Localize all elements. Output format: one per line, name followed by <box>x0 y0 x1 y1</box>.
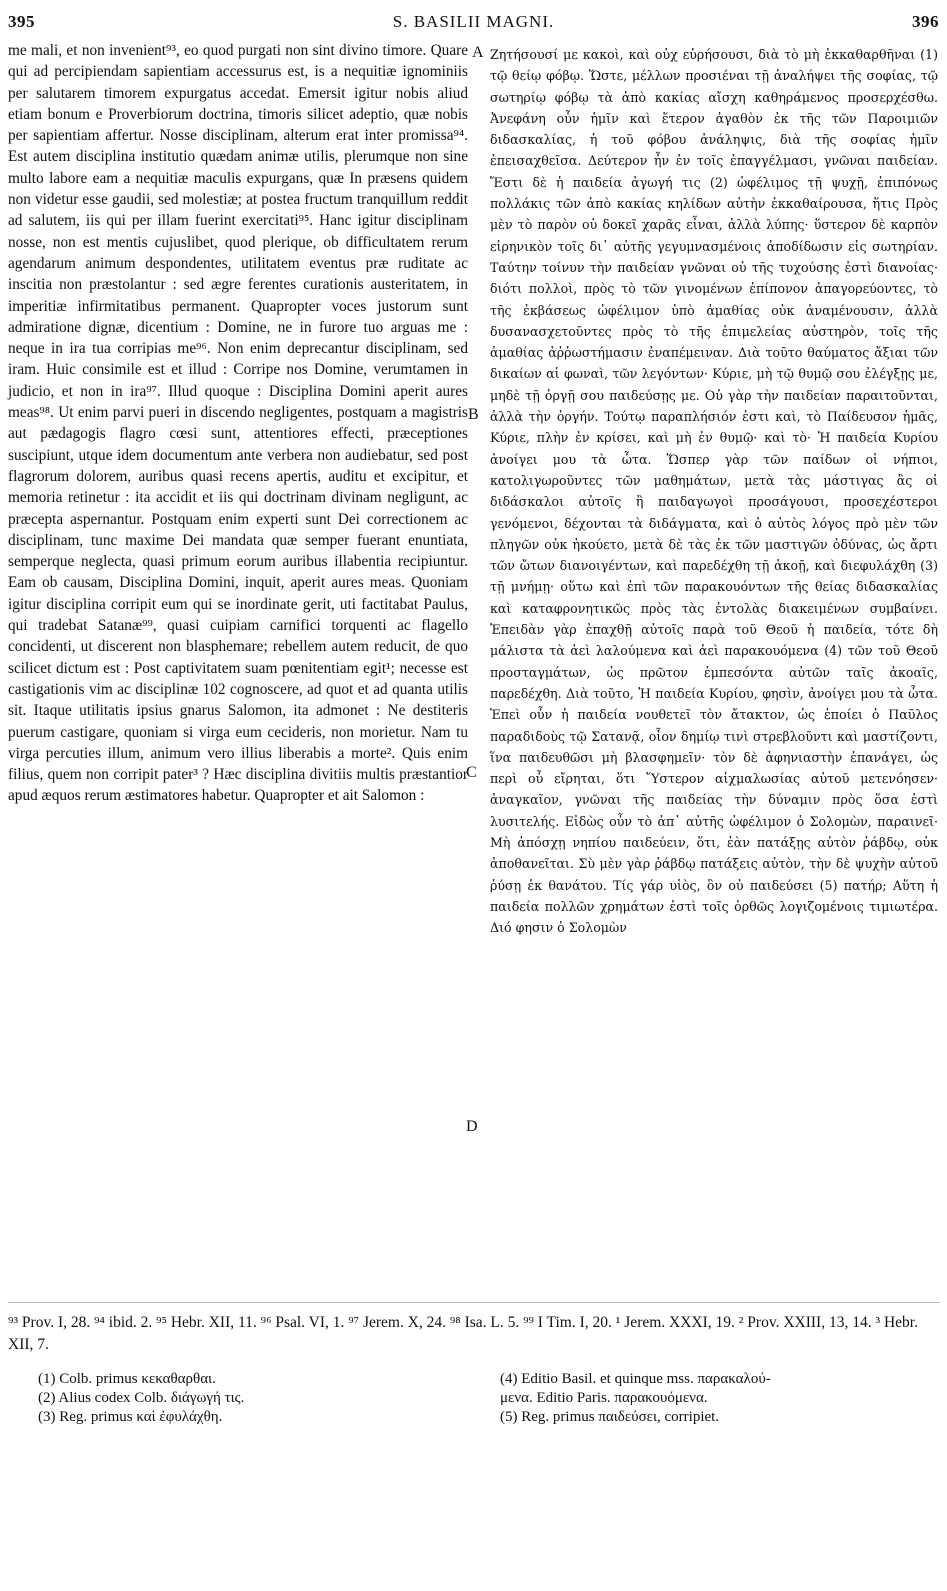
variant-notes-left <box>38 1370 468 1427</box>
variant-note: (1) Colb. primus κεκαθαρθαι. <box>38 1371 216 1387</box>
greek-column <box>490 44 938 938</box>
variant-note: (4) Editio Basil. et quinque mss. παρακαλού- <box>500 1371 771 1387</box>
page-header <box>8 12 939 38</box>
variant-notes-right <box>500 1370 940 1427</box>
footnote-divider <box>8 1302 940 1303</box>
variant-note: μενα. Editio Paris. παρακουόμενα. <box>500 1390 708 1406</box>
margin-marker-a: A <box>472 44 484 61</box>
variant-note: (2) Alius codex Colb. διάγωγή τις. <box>38 1390 245 1406</box>
variant-note: (3) Reg. primus καὶ ἐφυλάχθη. <box>38 1409 223 1425</box>
page-number-right: 396 <box>912 12 939 31</box>
scripture-references: ⁹³ Prov. I, 28. ⁹⁴ ibid. 2. ⁹⁵ Hebr. XII, 11. ⁹⁶ Psal. VI, 1. ⁹⁷ Jerem. X, 24. ⁹⁸ Isa. L. 5. ⁹⁹ I Tim. I, 20. ¹ Jerem. XXXI, 19. ² Prov. XXIII, 13, 14. ³ Hebr. XII, 7. <box>8 1314 918 1353</box>
margin-marker-d: D <box>466 1118 478 1135</box>
margin-marker-c: C <box>466 764 477 781</box>
latin-column <box>8 40 468 807</box>
latin-text: me mali, et non invenient⁹³, eo quod purgati non sint divino timore. Quare qui ad percipiendam sapientiam accessurus est, is a nequitiæ ignominiis per salutarem timorem expurgatus accedat. Emersit igitur nobis aliud etiam bonum e Proverbiorum doctrina, timoris silicet adeptio, quæ nobis per sapientiam affertur. Nosse disciplinam, alterum erat inter promissa⁹⁴. Est autem disciplina institutio quædam animæ utilis, plerumque non sine multo labore eam a nequitiæ maculis expurgans, quæ In præsens quidem non videtur esse gaudii, sed molestiæ; at postea fructum tranquillum reddit ad salutem, iis qui per illam fuerint exercitati⁹⁵. Hanc igitur disciplinam nosse, non est mentis cujuslibet, quod plerique, ob difficultatem rerum agendarum animum despondentes, utilitatem eventus præ ruditate ac inscitia non præstolantur : sed ægre ferentes curationis austeritatem, in imperitiæ infirmitatibus permanent. Quapropter voces justorum sunt admiratione dignæ, dicentium : Domine, ne in furore tuo arguas me : neque in ira tua corripias me⁹⁶. Non enim deprecantur disciplinam, sed iram. Huic consimile est et illud : Corripe nos Domine, verumtamen in judicio, et non in ira⁹⁷. Illud quoque : Disciplina Domini aperit aures meas⁹⁸. Ut enim parvi pueri in discendo negligentes, postquam a magistris aut pædagogis flagro cœsi sunt, attentiores effecti, præceptiones suscipiunt, utque idem documentum ante verbera non audiebatur, sed post flagrorum dolorem, auribus quasi recens apertis, auditu et excipitur, et memoria retinetur : ita accidit et iis qui doctrinam divinam negligunt, ac præcepta aspernantur. Postquam enim experti sunt Dei correctionem ac disciplinam, tunc maxime Dei mandata quæ semper fuerant enuntiata, semperque neglecta, quasi primum eorum auribus illabentia recipiuntur. Eam ob causam, Disciplina Domini, inquit, aperit aures meas. Quoniam igitur disciplina corripit eum qui se inordinate gerit, uti factitabat Paulus, qui tradebat Satanæ⁹⁹, quasi cuipiam carnifici torquenti ac flagello concidenti, ut discerent non blasphemare; rebellem autem reducit, de quo scilicet dictum est : Post captivitatem suam pœnitentiam egit¹; necesse est castigationis vim ac disciplinæ 102 cognoscere, ad quot et ad quanta utilis sit. Itaque utilitatis ipsius gnarus Salomon, ita admonet : Ne destiteris puerum castigare, quoniam si virga eum cecideris, non morietur. Nam tu virga percuties illum, animum vero illius liberabis a morte². Quis enim filius, quem non corripit pater³ ? Hæc disciplina divitiis multis præstantior apud æquos rerum æstimatores habetur. Quapropter et ait Salomon : <box>8 42 468 805</box>
running-title: S. BASILII MAGNI. <box>392 12 555 31</box>
margin-marker-b: B <box>468 406 479 423</box>
greek-text: Ζητήσουσί με κακοὶ, καὶ οὐχ εὑρήσουσι, διὰ τὸ μὴ ἐκκαθαρθῆναι (1) τῷ θείῳ φόβῳ. Ὥστε, μέλλων προσιέναι τῇ ἀναλήψει τῆς σοφίας, τῷ σωτηρίῳ φόβῳ τὰ ἀπὸ κακίας αἴσχη καθηράμενος προσερχέσθω. Ἀνεφάνη οὖν ἡμῖν καὶ ἕτερον ἀγαθὸν ἐκ τῆς τῶν Παροιμιῶν διδασκαλίας, ἡ τοῦ φόβου ἀνάληψις, διὰ τῆς σοφίας ἡμῖν ἐπεισαχθεῖσα. Δεύτερον ἦν ἐν τοῖς ἐπαγγέλμασι, γνῶναι παιδείαν. Ἔστι δὲ ἡ παιδεία ἀγωγή τις (2) ὠφέλιμος τῇ ψυχῇ, ἐπιπόνως πολλάκις τῶν ἀπὸ κακίας κηλίδων αὐτὴν ἐκκαθαίρουσα, ἥτις Πρὸς μὲν τὸ παρὸν οὐ δοκεῖ χαρᾶς εἶναι, ἀλλὰ λύπης· ὕστερον δὲ καρπὸν εἰρηνικὸν τοῖς δι᾿ αὐτῆς γεγυμνασμένοις ἀποδίδωσιν εἰς σωτηρίαν. Ταύτην τοίνυν τὴν παιδείαν γνῶναι οὐ τῆς τυχούσης ἐστὶ διανοίας· διότι πολλοὶ, πρὸς τὸ τῶν γινομένων ἐπίπονον ἀπαγορεύοντες, τὸ τῆς ἐκβάσεως ὠφέλιμον ὑπὸ ἀμαθίας οὐκ ἀναμένουσιν, ἀλλὰ δυσανασχετοῦντες πρὸς τὸ τῆς ἐπιμελείας αὐστηρὸν, τοῖς τῆς ἀμαθίας ἀῤῥωστήμασιν ἐναπέμειναν. Διὰ τοῦτο θαύματος ἄξιαι τῶν δικαίων αἱ φωναὶ, τῶν λεγόντων· Κύριε, μὴ τῷ θυμῷ σου ἐλέγξῃς με, μηδὲ τῇ ὀργῇ σου παιδεύσῃς με. Οὐ γὰρ τὴν παιδείαν παραιτοῦνται, ἀλλὰ τὴν ὀργήν. Τούτῳ παραπλήσιόν ἐστι καὶ, τὸ Παίδευσον ἡμᾶς, Κύριε, πλὴν ἐν κρίσει, καὶ μὴ ἐν θυμῷ· καὶ τὸ· Ἡ παιδεία Κυρίου ἀνοίγει μου τὰ ὦτα. Ὥσπερ γὰρ τῶν παίδων οἱ νήπιοι, κατολιγωροῦντες τῶν μαθημάτων, μετὰ τὰς μάστιγας ἃς οἱ διδάσκαλοι αὐτοῖς ἢ παιδαγωγοὶ προσάγουσι, προσεχέστεροι γενόμενοι, δέχονται τὰ διδάγματα, καὶ ὁ αὐτὸς λόγος πρὸ μὲν τῶν πληγῶν οὐκ ἠκούετο, μετὰ δὲ τὰς ἐκ τῶν μαστιγῶν ὀδύνας, ὡς ἄρτι τῶν ὤτων διανοιγέντων, καὶ παρεδέχθη τῇ ἀκοῇ, καὶ διεφυλάχθη (3) τῇ μνήμῃ· οὕτω καὶ ἐπὶ τῶν παρακουόντων τῆς θείας διδασκαλίας καὶ καταφρονητικῶς πρὸς τὰς ἐντολὰς διακειμένων συμβαίνει. Ἐπειδὰν γὰρ ἐπαχθῇ αὐτοῖς παρὰ τοῦ Θεοῦ ἡ παιδεία, τότε δὴ μάλιστα τὰ ἀεὶ λαλούμενα καὶ ἀεὶ παρακουόμενα (4) τῶν τοῦ Θεοῦ προσταγμάτων, ὡς πρῶτον ἐμπεσόντα αὐτῶν ταῖς ἀκοαῖς, παρεδέχθη. Διὰ τοῦτο, Ἡ παιδεία Κυρίου, φησὶν, ἀνοίγει μου τὰ ὦτα. Ἐπεὶ οὖν ἡ παιδεία νουθετεῖ τὸν ἄτακτον, ὡς ἐποίει ὁ Παῦλος παραδιδοὺς τῷ Σατανᾷ, οἷον δημίῳ τινὶ στρεβλοῦντι καὶ μαστίζοντι, ἵνα παιδευθῶσι μὴ βλασφημεῖν· τὸν δὲ ἀφηνιαστὴν ἐπανάγει, ὡς περὶ οὗ εἴρηται, ὅτι Ὕστερον αἰχμαλωσίας αὐτοῦ μετενόησεν· ἀναγκαῖον, γνῶναι τῆς παιδείας τὴν δύναμιν πρὸς ὅσα ἐστὶ λυσιτελής. Εἰδὼς οὖν τὸ ἀπ᾿ αὐτῆς ὠφέλιμον ὁ Σολομὼν, παραινεῖ· Μὴ ἀπόσχῃ νηπίου παιδεύειν, ὅτι, ἐὰν πατάξῃς αὐτὸν ῥάβδῳ, οὐκ ἀποθανεῖται. Σὺ μὲν γὰρ ῥάβδῳ πατάξεις αὐτὸν, τὴν δὲ ψυχὴν αὐτοῦ ῥύσῃ ἐκ θανάτου. Τίς γάρ υἱὸς, ὃν οὐ παιδεύσει (5) πατήρ; Αὕτη ἡ παιδεία πολλῶν χρημάτων ἐστὶ τοῖς ὀρθῶς λογιζομένοις τιμιωτέρα. Διό φησιν ὁ Σολομὼν <box>490 47 938 936</box>
page-number-left: 395 <box>8 12 35 31</box>
variant-note: (5) Reg. primus παιδεύσει, corripiet. <box>500 1409 720 1425</box>
